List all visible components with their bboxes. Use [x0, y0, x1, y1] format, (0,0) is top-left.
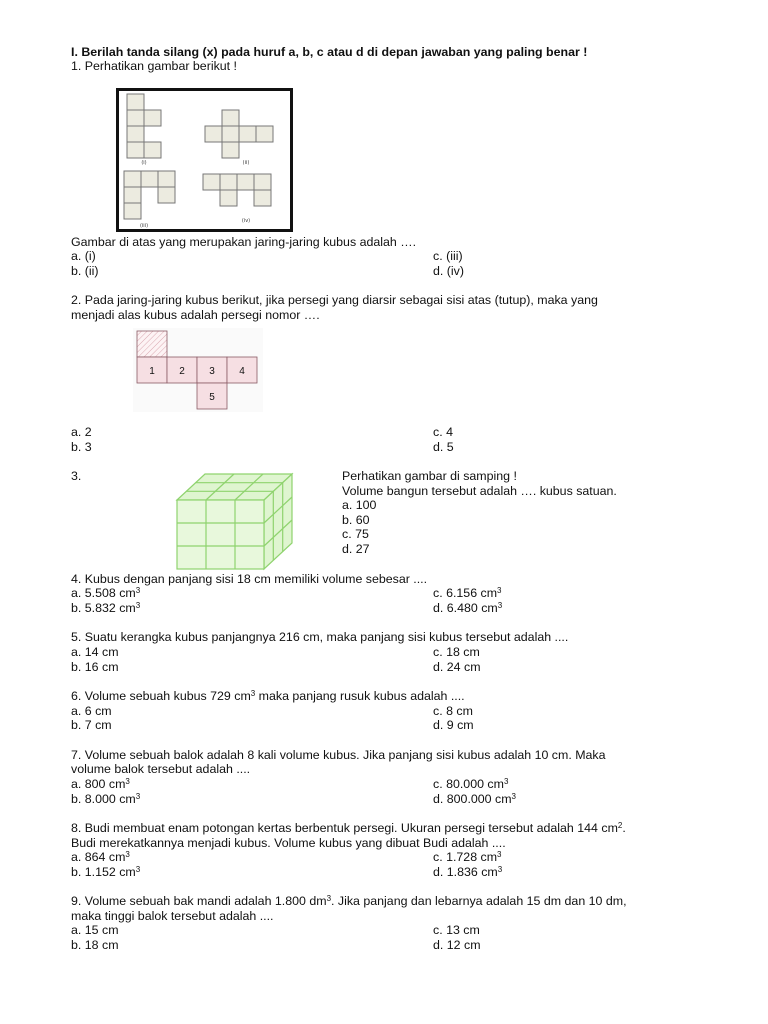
q1-option-b: b. (ii) [71, 264, 99, 278]
q8-stem-line1: 8. Budi membuat enam potongan kertas berbentuk persegi. Ukuran persegi tersebut adalah 144 $cm^2$. [71, 821, 626, 835]
net-cell-1: 1 [149, 366, 155, 377]
q6-stem: 6. Volume sebuah kubus 729 $cm^3$ maka panjang rusuk kubus adalah .... [71, 689, 465, 703]
q4-option-c: c. 6.156 $cm^3$ [433, 586, 502, 600]
q5-option-d: d. 24 cm [433, 660, 481, 674]
q2-stem-line2: menjadi alas kubus adalah persegi nomor …. [71, 308, 320, 322]
q7-option-c: c. 80.000 $cm^3$ [433, 777, 509, 791]
q3-option-a: a. 100 [342, 498, 377, 512]
q4-stem: 4. Kubus dengan panjang sisi 18 cm memiliki volume sebesar .... [71, 572, 428, 586]
q7-option-a: a. 800 $cm^3$ [71, 777, 130, 791]
q7-stem-line1: 7. Volume sebuah balok adalah 8 kali volume kubus. Jika panjang sisi kubus adalah 10 cm. Maka [71, 748, 606, 762]
q2-stem-line1: 2. Pada jaring-jaring kubus berikut, jika persegi yang diarsir sebagai sisi atas (tutup), maka yang [71, 293, 598, 307]
q9-option-b: b. 18 cm [71, 938, 119, 952]
q3-unit-cubes-figure [175, 470, 295, 572]
q6-option-a: a. 6 cm [71, 704, 112, 718]
q1-stem: 1. Perhatikan gambar berikut ! [71, 59, 237, 73]
net-cell-5: 5 [209, 392, 215, 403]
q8-option-a: a. 864 $cm^3$ [71, 850, 130, 864]
q1-question: Gambar di atas yang merupakan jaring-jaring kubus adalah …. [71, 235, 417, 249]
q2-option-d: d. 5 [433, 440, 454, 454]
q8-option-b: b. 1.152 $cm^3$ [71, 865, 141, 879]
q5-option-c: c. 18 cm [433, 645, 480, 659]
q6-option-c: c. 8 cm [433, 704, 473, 718]
q7-stem-line2: volume balok tersebut adalah .... [71, 762, 251, 776]
q7-option-b: b. 8.000 $cm^3$ [71, 792, 141, 806]
q3-stem-line2: Volume bangun tersebut adalah …. kubus satuan. [342, 484, 617, 498]
net-cell-4: 4 [239, 366, 245, 377]
q3-option-b: b. 60 [342, 513, 370, 527]
q7-option-d: d. 800.000 $cm^3$ [433, 792, 516, 806]
instruction-heading: I. Berilah tanda silang (x) pada huruf a, b, c atau d di depan jawaban yang paling benar ! [71, 45, 588, 59]
net-label-ii: (ii) [242, 160, 250, 166]
q3-option-c: c. 75 [342, 527, 369, 541]
q1-cube-nets-figure [116, 88, 293, 232]
q1-option-d: d. (iv) [433, 264, 464, 278]
q4-option-d: d. 6.480 $cm^3$ [433, 601, 503, 615]
q2-option-b: b. 3 [71, 440, 92, 454]
q8-option-d: d. 1.836 $cm^3$ [433, 865, 503, 879]
q9-option-a: a. 15 cm [71, 923, 119, 937]
net-cell-2: 2 [179, 366, 185, 377]
q1-option-c: c. (iii) [433, 249, 463, 263]
q1-option-a: a. (i) [71, 249, 96, 263]
q8-stem-line2: Budi merekatkannya menjadi kubus. Volume kubus yang dibuat Budi adalah .... [71, 836, 506, 850]
q2-numbered-net-figure [133, 328, 263, 412]
q8-option-c: c. 1.728 $cm^3$ [433, 850, 502, 864]
q4-option-a: a. 5.508 $cm^3$ [71, 586, 141, 600]
net-label-i: (i) [141, 160, 147, 166]
q6-option-b: b. 7 cm [71, 718, 112, 732]
q9-option-c: c. 13 cm [433, 923, 480, 937]
q5-option-a: a. 14 cm [71, 645, 119, 659]
q9-option-d: d. 12 cm [433, 938, 481, 952]
q2-option-c: c. 4 [433, 425, 453, 439]
q9-stem-line1: 9. Volume sebuah bak mandi adalah 1.800 $dm^3$. Jika panjang dan lebarnya adalah 15 dm dan 10 dm, [71, 894, 627, 908]
q9-stem-line2: maka tinggi balok tersebut adalah .... [71, 909, 274, 923]
q3-option-d: d. 27 [342, 542, 370, 556]
net-label-iv: (iv) [241, 218, 251, 224]
net-label-iii: (iii) [139, 223, 149, 229]
q6-option-d: d. 9 cm [433, 718, 474, 732]
q2-option-a: a. 2 [71, 425, 92, 439]
q3-stem-line1: Perhatikan gambar di samping ! [342, 469, 517, 483]
q3-number: 3. [71, 469, 82, 483]
q5-option-b: b. 16 cm [71, 660, 119, 674]
q4-option-b: b. 5.832 $cm^3$ [71, 601, 141, 615]
q5-stem: 5. Suatu kerangka kubus panjangnya 216 cm, maka panjang sisi kubus tersebut adalah .... [71, 630, 569, 644]
net-cell-3: 3 [209, 366, 215, 377]
